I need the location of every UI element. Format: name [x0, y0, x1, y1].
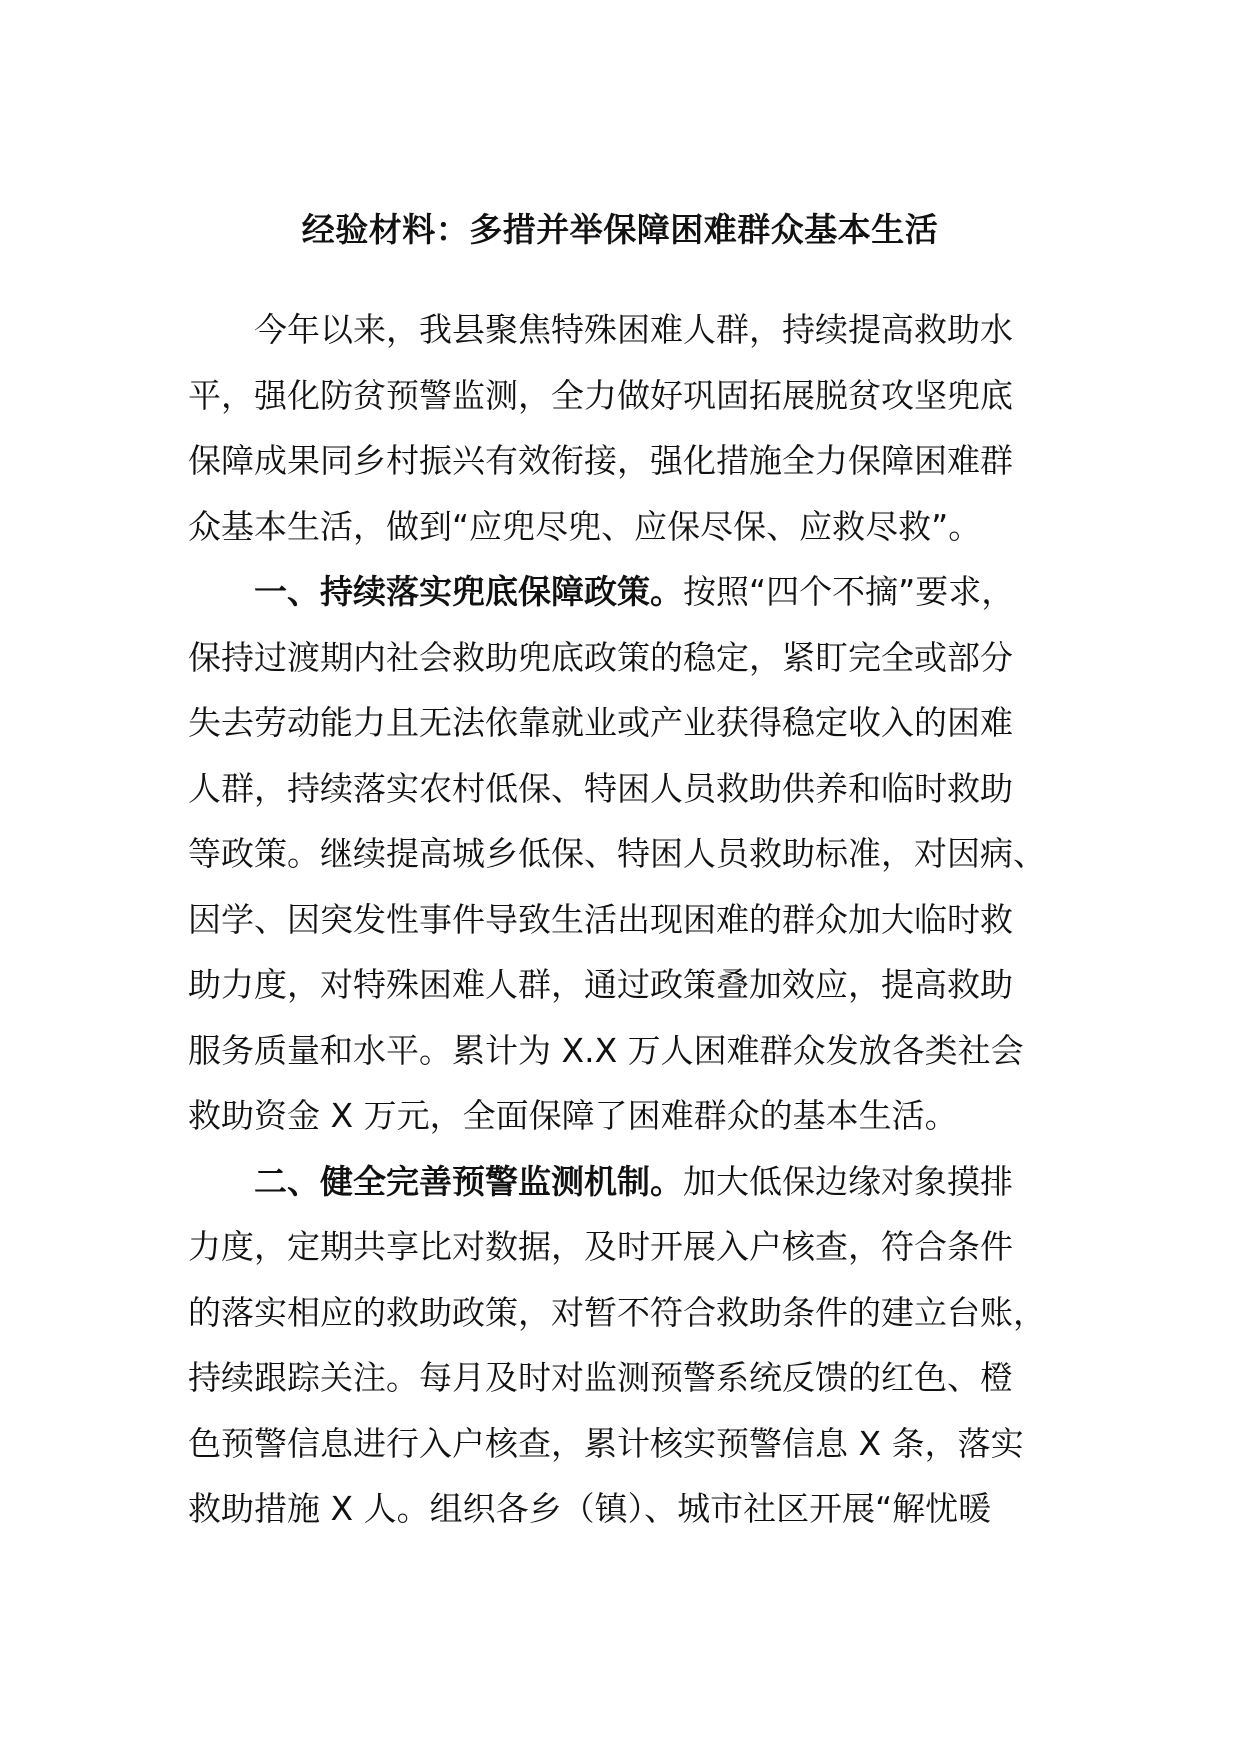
paragraph-line: 失去劳动能力且无法依靠就业或产业获得稳定收入的困难 — [188, 703, 1013, 742]
paragraph-line: 众基本生活，做到“应兜尽兜、应保尽保、应救尽救”。 — [188, 506, 982, 546]
paragraph-line: 力度，定期共享比对数据，及时开展入户核查，符合条件 — [188, 1227, 1013, 1266]
section-2-first-line-text: 加大低保边缘对象摸排 — [683, 1161, 1013, 1201]
paragraph-line: 的落实相应的救助政策，对暂不符合救助条件的建立台账， — [188, 1292, 1046, 1332]
section-2-heading: 二、健全完善预警监测机制。 — [254, 1161, 683, 1201]
intro-paragraph — [188, 297, 1058, 559]
paragraph-line: 保障成果同乡村振兴有效衔接，强化措施全力保障困难群 — [188, 441, 1013, 480]
paragraph-line — [188, 559, 1058, 625]
paragraph-line: 持续跟踪关注。每月及时对监测预警系统反馈的红色、橙 — [188, 1358, 1013, 1397]
paragraph-line: 救助措施 X 人。组织各乡（镇）、城市社区开展“解忧暖 — [188, 1489, 992, 1528]
paragraph-line: 因学、因突发性事件导致生活出现困难的群众加大临时救 — [188, 899, 1013, 939]
section-2-paragraph — [188, 1149, 1058, 1542]
paragraph-line: 保持过渡期内社会救助兜底政策的稳定，紧盯完全或部分 — [188, 637, 1013, 677]
paragraph-line: 色预警信息进行入户核查，累计核实预警信息 X 条，落实 — [188, 1423, 1024, 1463]
document-title: 经验材料：多措并举保障困难群众基本生活 — [301, 210, 939, 249]
paragraph-line — [188, 1149, 1058, 1215]
paragraph-line: 助力度，对特殊困难人群，通过政策叠加效应，提高救助 — [188, 965, 1013, 1004]
paragraph-line: 今年以来，我县聚焦特殊困难人群，持续提高救助水 — [254, 310, 1013, 349]
paragraph-line: 服务质量和水平。累计为 X.X 万人困难群众发放各类社会 — [188, 1030, 1024, 1070]
document-body — [188, 297, 1058, 1542]
section-1-heading: 一、持续落实兜底保障政策。 — [254, 572, 683, 611]
paragraph-line: 人群，持续落实农村低保、特困人员救助供养和临时救助 — [188, 768, 1013, 808]
paragraph-line: 平，强化防贫预警监测，全力做好巩固拓展脱贫攻坚兜底 — [188, 375, 1013, 415]
paragraph-line: 等政策。继续提高城乡低保、特困人员救助标准，对因病、 — [188, 834, 1046, 873]
section-1-paragraph — [188, 559, 1058, 1149]
paragraph-line: 救助资金 X 万元，全面保障了困难群众的基本生活。 — [188, 1096, 958, 1135]
section-1-first-line-text: 按照“四个不摘”要求， — [683, 572, 1015, 611]
